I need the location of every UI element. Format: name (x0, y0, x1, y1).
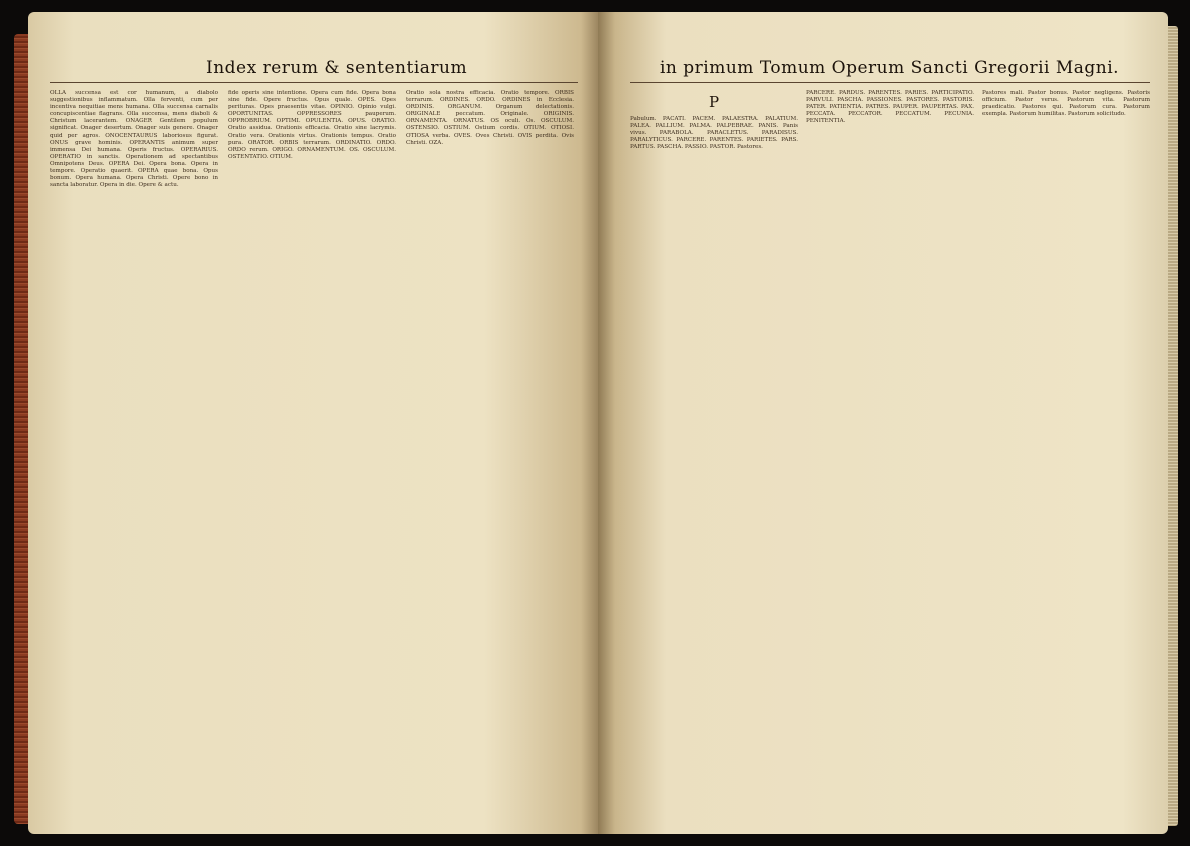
column-text: Oratio sola nostra efficacia. Oratio tempore. ORBIS terrarum. ORDINES. ORDO. ORDINES in Ecclesia. ORDINIS. ORGANUM. Organum delectationis. ORIGINALE peccatum. Originale. ORIGINIS. ORNAMENTA. ORNATUS. OS oculi. Os. OSCULUM. OSTENSIO. OSTIUM. Ostium cordis. OTIUM. OTIOSI. OTIOSA verba. OVES. Oves Christi. OVIS perdita. Ovis Christi. OZA. (406, 90, 574, 146)
index-column-2 (228, 90, 396, 820)
column-text: fide operis sine intentione. Opera cum fide. Opera bona sine fide. Opere fructus. Opus quale. OPES. Opes perituras. Opes praesentis vitae. OPINIO. Opinio vulgi. OPORTUNITAS. OPPRESSORES pauperum. OPPROBRIUM. OPTIMI. OPULENTIA. OPUS. ORATIO. Oratio assidua. Orationis efficacia. Oratio sine lacrymis. Oratio vera. Orationis virtus. Orationis tempus. Oratio pura. ORATOR. ORBIS terrarum. ORDINATIO. ORDO. ORDO rerum. ORIGO. ORNAMENTUM. OS. OSCULUM. OSTENTATIO. OTIUM. (228, 90, 396, 160)
header-rule (50, 82, 578, 83)
index-column-5 (806, 90, 974, 820)
open-book (28, 12, 1168, 834)
right-page-header: in primum Tomum Operum Sancti Gregorii Magni. (660, 58, 1120, 78)
left-page (28, 12, 598, 834)
header-rule (630, 82, 1150, 83)
column-text: PARCERE. PARDUS. PARENTES. PARIES. PARTICIPATIO. PARVULI. PASCHA. PASSIONES. PASTORES. PASTORIS. PATER. PATIENTIA. PATRES. PAUPER. PAUPERTAS. PAX. PECCATA. PECCATOR. PECCATUM. PECUNIA. PENITENTIA. (806, 90, 974, 125)
section-letter: P (708, 93, 720, 111)
column-text: OLLA succensa est cor humanum, a diabolo suggestionibus inflammatum. Olla ferventi, cum per incentiva nequitiae mens humana. Olla succensa carnalis concupiscentiae flagrans. Olla succensa, mens diaboli & Christum lacerantem. ONAGER Gentilem populum significat. Onager desertum. Onager suis genere. Onager quid per agros. ONOCENTAURUS laboriosus figurat. ONUS grave hominis. OPERANTIS animum super immensa Dei humana. Operis fructus. OPERARIUS. OPERATIO in sanctis. Operationem ad spectantibus Omnipotens Deus. OPERA Dei. Opera bona. Opera in tempore. Operatio quaerit. OPERA quae bona. Opus bonum. Opera humana. Opera Christi. Opere bono in sancta laboratur. Opera in die. Opere & actu. (50, 90, 218, 189)
column-text: Pabulum. PACATI. PACEM. PALAESTRA. PALATIUM. PALEA. PALLIUM. PALMA. PALPEBRAE. PANIS. Panis vivus. PARABOLA. PARACLETUS. PARADISUS. PARALYTICUS. PARCERE. PARENTES. PARIETES. PARS. PARTUS. PASCHA. PASSIO. PASTOR. Pastores. (630, 116, 798, 151)
index-column-4 (630, 90, 798, 820)
index-column-1 (50, 90, 218, 820)
index-column-6 (982, 90, 1150, 820)
left-page-header: Index rerum & sententiarum (206, 58, 468, 78)
right-page (598, 12, 1168, 834)
column-text: Pastores mali. Pastor bonus. Pastor negligens. Pastoris officium. Pastor verus. Pastorum vita. Pastorum praedicatio. Pastores qui. Pastorum cura. Pastorum exempla. Pastorum humilitas. Pastorum solicitudo. (982, 90, 1150, 118)
index-column-3 (406, 90, 574, 820)
